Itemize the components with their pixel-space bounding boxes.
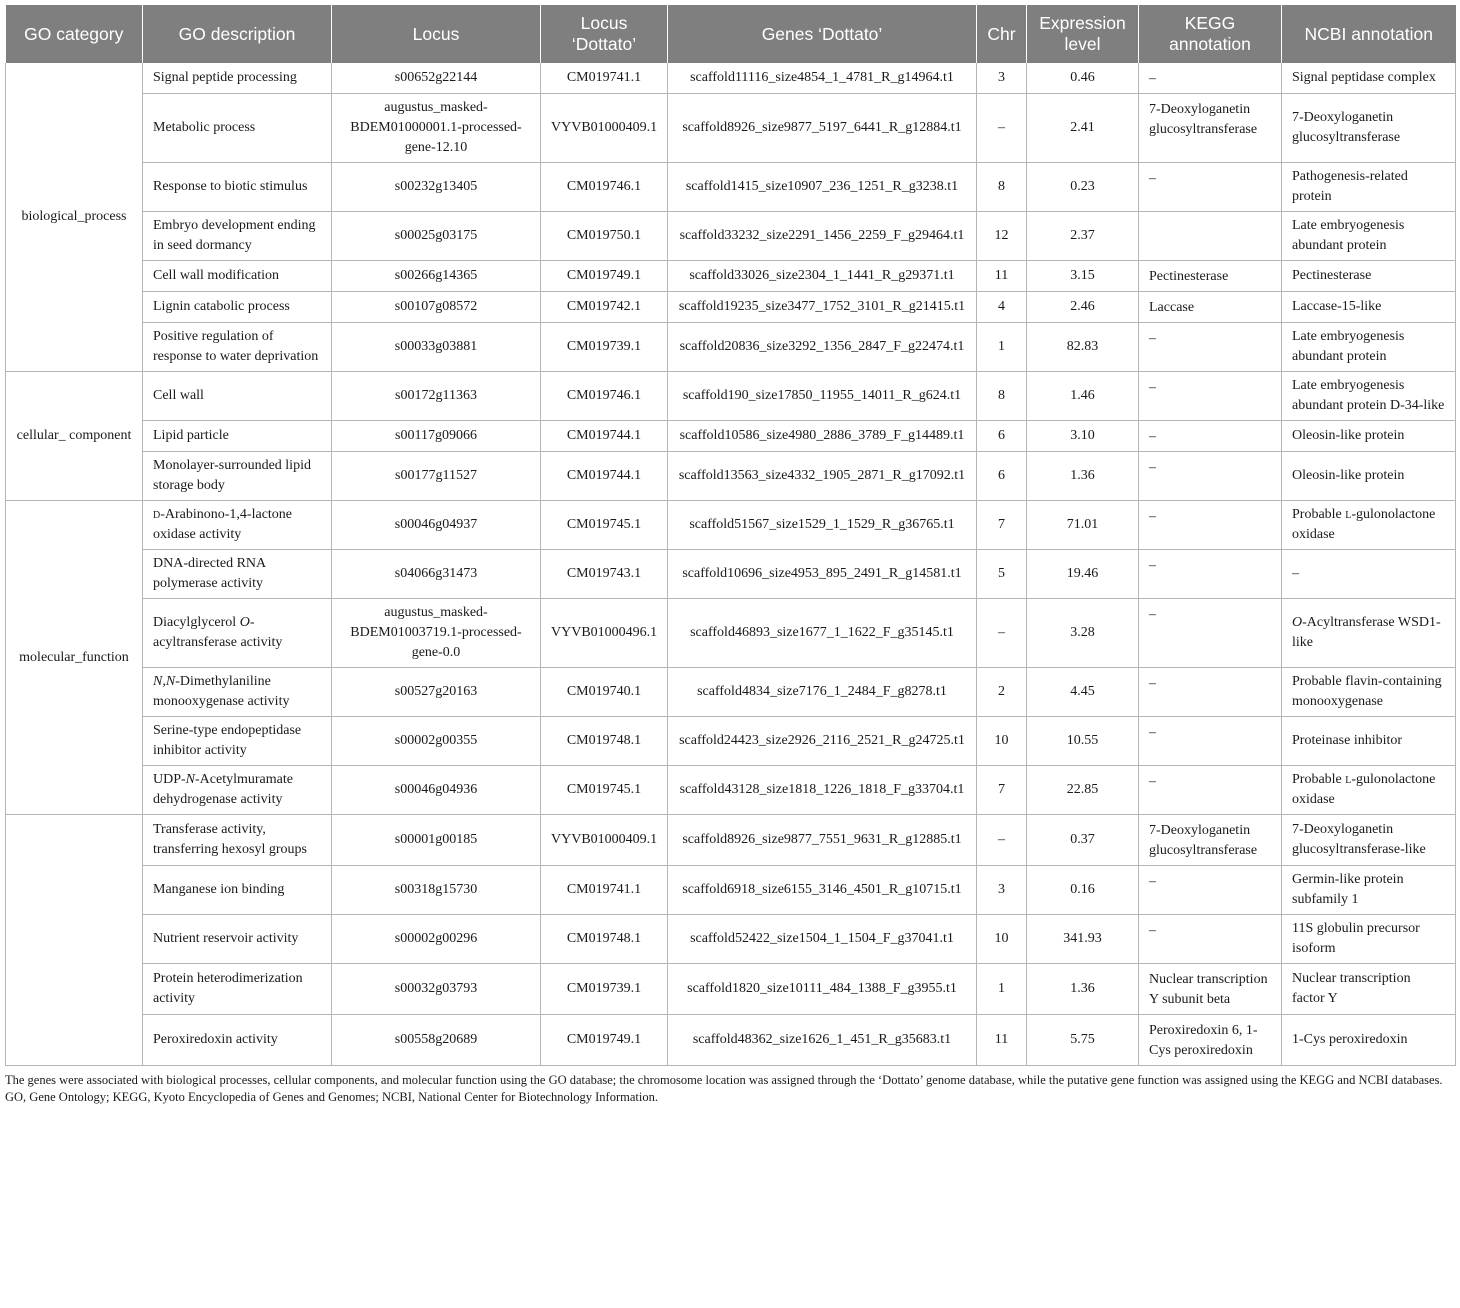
desc-suffix: -Acetylmuramate dehydrogenase activity (153, 772, 293, 807)
locus-cell: s00046g04936 (332, 766, 541, 815)
kegg-annotation-cell: – (1139, 163, 1282, 212)
gene-dottato-cell: scaffold46893_size1677_1_1622_F_g35145.t1 (668, 599, 977, 668)
column-header-1: GO description (143, 5, 332, 63)
desc-suffix: -acyltransferase activity (153, 615, 283, 650)
locus-dottato-cell: CM019739.1 (541, 323, 668, 372)
column-header-4: Genes ‘Dottato’ (668, 5, 977, 63)
gene-dottato-cell: scaffold43128_size1818_1226_1818_F_g33704.t1 (668, 766, 977, 815)
locus-cell: s00117g09066 (332, 421, 541, 452)
locus-dottato-cell: CM019741.1 (541, 63, 668, 94)
chr-cell: 6 (977, 452, 1027, 501)
ncbi-annotation-cell (1282, 766, 1456, 815)
table-row (6, 815, 1456, 866)
chr-cell: 1 (977, 964, 1027, 1015)
locus-cell: s00107g08572 (332, 292, 541, 323)
gene-dottato-cell: scaffold8926_size9877_5197_6441_R_g12884.t1 (668, 94, 977, 163)
go-description-cell: Transferase activity, transferring hexosyl groups (143, 815, 332, 866)
go-category-cell: cellular_ component (6, 372, 143, 501)
desc-suffix: -Dimethylaniline monooxygenase activity (153, 674, 290, 709)
kegg-annotation-cell: – (1139, 452, 1282, 501)
locus-dottato-cell: CM019748.1 (541, 915, 668, 964)
ncbi-annotation-cell: 7-Deoxyloganetin glucosyltransferase-like (1282, 815, 1456, 866)
locus-dottato-cell: CM019750.1 (541, 212, 668, 261)
chr-cell: 8 (977, 163, 1027, 212)
ncbi-annotation-cell: Oleosin-like protein (1282, 421, 1456, 452)
ncbi-annotation-cell: Oleosin-like protein (1282, 452, 1456, 501)
desc-prefix: Diacylglycerol (153, 615, 240, 630)
locus-dottato-cell: VYVB01000409.1 (541, 815, 668, 866)
expression-level-cell: 0.16 (1027, 866, 1139, 915)
table-row (6, 866, 1456, 915)
ncbi-smallcaps: l (1345, 772, 1352, 787)
ncbi-prefix: Probable (1292, 507, 1346, 522)
gene-dottato-cell: scaffold10696_size4953_895_2491_R_g14581.t1 (668, 550, 977, 599)
kegg-annotation-cell: – (1139, 766, 1282, 815)
ncbi-suffix: -gulonolactone oxidase (1292, 772, 1436, 807)
column-header-7: KEGG annotation (1139, 5, 1282, 63)
chr-cell: 10 (977, 915, 1027, 964)
ncbi-annotation-cell: Signal peptidase complex (1282, 63, 1456, 94)
go-description-cell: Cell wall (143, 372, 332, 421)
expression-level-cell: 5.75 (1027, 1015, 1139, 1066)
go-category-cell: molecular_function (6, 501, 143, 815)
table-row (6, 421, 1456, 452)
expression-level-cell: 2.37 (1027, 212, 1139, 261)
chr-cell: 10 (977, 717, 1027, 766)
kegg-annotation-cell: Nuclear transcription Y subunit beta (1139, 964, 1282, 1015)
expression-level-cell: 0.37 (1027, 815, 1139, 866)
locus-dottato-cell: CM019746.1 (541, 372, 668, 421)
ncbi-italic: O (1292, 615, 1303, 630)
gene-dottato-cell: scaffold33232_size2291_1456_2259_F_g29464.t1 (668, 212, 977, 261)
gene-dottato-cell: scaffold6918_size6155_3146_4501_R_g10715.t1 (668, 866, 977, 915)
expression-level-cell: 0.23 (1027, 163, 1139, 212)
go-description-cell: Positive regulation of response to water deprivation (143, 323, 332, 372)
locus-dottato-cell: CM019743.1 (541, 550, 668, 599)
chr-cell: – (977, 599, 1027, 668)
table-row (6, 550, 1456, 599)
column-header-2: Locus (332, 5, 541, 63)
locus-cell: s00172g11363 (332, 372, 541, 421)
go-description-cell: Cell wall modification (143, 261, 332, 292)
ncbi-annotation-cell: Late embryogenesis abundant protein (1282, 212, 1456, 261)
table-header (6, 5, 1456, 63)
footnote-abbreviations: GO, Gene Ontology; KEGG, Kyoto Encyclopedia of Genes and Genomes; NCBI, National Center for Biotechnology Information. (5, 1090, 658, 1104)
go-description-cell: Manganese ion binding (143, 866, 332, 915)
chr-cell: 3 (977, 63, 1027, 94)
ncbi-suffix: -Acyltransferase WSD1-like (1292, 615, 1441, 650)
locus-cell: s00318g15730 (332, 866, 541, 915)
locus-cell: s00025g03175 (332, 212, 541, 261)
gene-dottato-cell: scaffold11116_size4854_1_4781_R_g14964.t1 (668, 63, 977, 94)
table-body (6, 63, 1456, 1066)
chr-cell: 3 (977, 866, 1027, 915)
column-header-5: Chr (977, 5, 1027, 63)
table-row (6, 163, 1456, 212)
table-row (6, 63, 1456, 94)
expression-level-cell: 71.01 (1027, 501, 1139, 550)
go-annotation-table (5, 5, 1456, 1066)
expression-level-cell: 22.85 (1027, 766, 1139, 815)
kegg-annotation-cell: – (1139, 323, 1282, 372)
locus-cell: s00032g03793 (332, 964, 541, 1015)
chr-cell: – (977, 815, 1027, 866)
kegg-annotation-cell: 7-Deoxyloganetin glucosyltransferase (1139, 815, 1282, 866)
ncbi-annotation-cell: Late embryogenesis abundant protein (1282, 323, 1456, 372)
go-description-cell: Nutrient reservoir activity (143, 915, 332, 964)
expression-level-cell: 1.46 (1027, 372, 1139, 421)
gene-dottato-cell: scaffold52422_size1504_1_1504_F_g37041.t1 (668, 915, 977, 964)
go-description-cell: Lipid particle (143, 421, 332, 452)
locus-cell: s00002g00296 (332, 915, 541, 964)
kegg-annotation-cell: Pectinesterase (1139, 261, 1282, 292)
locus-cell: s00652g22144 (332, 63, 541, 94)
gene-dottato-cell: scaffold8926_size9877_7551_9631_R_g12885.t1 (668, 815, 977, 866)
gene-dottato-cell: scaffold190_size17850_11955_14011_R_g624.t1 (668, 372, 977, 421)
kegg-annotation-cell: 7-Deoxyloganetin glucosyltransferase (1139, 94, 1282, 163)
ncbi-annotation-cell: 7-Deoxyloganetin glucosyltransferase (1282, 94, 1456, 163)
ncbi-annotation-cell (1282, 501, 1456, 550)
go-description-cell: Embryo development ending in seed dormancy (143, 212, 332, 261)
locus-cell: s00046g04937 (332, 501, 541, 550)
expression-level-cell: 0.46 (1027, 63, 1139, 94)
chr-cell: 11 (977, 1015, 1027, 1066)
go-description-cell (143, 668, 332, 717)
desc-prefix: UDP- (153, 772, 186, 787)
go-description-cell: Metabolic process (143, 94, 332, 163)
locus-dottato-cell: CM019748.1 (541, 717, 668, 766)
gene-dottato-cell: scaffold1820_size10111_484_1388_F_g3955.t1 (668, 964, 977, 1015)
locus-dottato-cell: CM019746.1 (541, 163, 668, 212)
kegg-annotation-cell: – (1139, 668, 1282, 717)
table-row (6, 1015, 1456, 1066)
gene-dottato-cell: scaffold24423_size2926_2116_2521_R_g24725.t1 (668, 717, 977, 766)
ncbi-annotation-cell: 1-Cys peroxiredoxin (1282, 1015, 1456, 1066)
locus-cell: s04066g31473 (332, 550, 541, 599)
ncbi-annotation-cell (1282, 599, 1456, 668)
chr-cell: 11 (977, 261, 1027, 292)
go-category-cell: biological_process (6, 63, 143, 372)
table-row (6, 452, 1456, 501)
footnotes (5, 1072, 1455, 1106)
gene-dottato-cell: scaffold20836_size3292_1356_2847_F_g22474.t1 (668, 323, 977, 372)
expression-level-cell: 1.36 (1027, 964, 1139, 1015)
ncbi-annotation-cell: Nuclear transcription factor Y (1282, 964, 1456, 1015)
desc-italic: N (185, 772, 196, 787)
locus-cell: augustus_masked-BDEM01000001.1-processed-gene-12.10 (332, 94, 541, 163)
desc-suffix: -Arabinono-1,4-lactone oxidase activity (153, 507, 293, 542)
gene-dottato-cell: scaffold10586_size4980_2886_3789_F_g14489.t1 (668, 421, 977, 452)
gene-dottato-cell: scaffold13563_size4332_1905_2871_R_g17092.t1 (668, 452, 977, 501)
go-description-cell: DNA-directed RNA polymerase activity (143, 550, 332, 599)
locus-cell: augustus_masked-BDEM01003719.1-processed-gene-0.0 (332, 599, 541, 668)
ncbi-smallcaps: l (1345, 507, 1352, 522)
table-row (6, 766, 1456, 815)
go-description-cell: Response to biotic stimulus (143, 163, 332, 212)
locus-dottato-cell: VYVB01000496.1 (541, 599, 668, 668)
chr-cell: 7 (977, 766, 1027, 815)
table-row (6, 668, 1456, 717)
expression-level-cell: 10.55 (1027, 717, 1139, 766)
go-description-cell: Peroxiredoxin activity (143, 1015, 332, 1066)
kegg-annotation-cell: Laccase (1139, 292, 1282, 323)
locus-dottato-cell: CM019742.1 (541, 292, 668, 323)
locus-cell: s00033g03881 (332, 323, 541, 372)
go-category-cell (6, 815, 143, 1066)
kegg-annotation-cell: – (1139, 63, 1282, 94)
go-description-cell: Monolayer-surrounded lipid storage body (143, 452, 332, 501)
locus-cell: s00558g20689 (332, 1015, 541, 1066)
column-header-0: GO category (6, 5, 143, 63)
table-row (6, 717, 1456, 766)
ncbi-annotation-cell: – (1282, 550, 1456, 599)
ncbi-annotation-cell: 11S globulin precursor isoform (1282, 915, 1456, 964)
locus-dottato-cell: VYVB01000409.1 (541, 94, 668, 163)
chr-cell: 5 (977, 550, 1027, 599)
go-description-cell (143, 766, 332, 815)
header-row (6, 5, 1456, 63)
expression-level-cell: 19.46 (1027, 550, 1139, 599)
gene-dottato-cell: scaffold19235_size3477_1752_3101_R_g21415.t1 (668, 292, 977, 323)
column-header-3: Locus ‘Dottato’ (541, 5, 668, 63)
locus-dottato-cell: CM019745.1 (541, 501, 668, 550)
chr-cell: 12 (977, 212, 1027, 261)
locus-dottato-cell: CM019745.1 (541, 766, 668, 815)
desc-smallcaps: d (153, 507, 161, 522)
ncbi-annotation-cell: Proteinase inhibitor (1282, 717, 1456, 766)
locus-cell: s00002g00355 (332, 717, 541, 766)
expression-level-cell: 3.15 (1027, 261, 1139, 292)
table-row (6, 323, 1456, 372)
locus-dottato-cell: CM019739.1 (541, 964, 668, 1015)
ncbi-prefix: Probable (1292, 772, 1346, 787)
locus-cell: s00527g20163 (332, 668, 541, 717)
chr-cell: 8 (977, 372, 1027, 421)
expression-level-cell: 1.36 (1027, 452, 1139, 501)
ncbi-annotation-cell: Probable flavin-containing monooxygenase (1282, 668, 1456, 717)
go-description-cell (143, 599, 332, 668)
locus-dottato-cell: CM019740.1 (541, 668, 668, 717)
go-description-cell: Lignin catabolic process (143, 292, 332, 323)
gene-dottato-cell: scaffold4834_size7176_1_2484_F_g8278.t1 (668, 668, 977, 717)
chr-cell: – (977, 94, 1027, 163)
table-row (6, 212, 1456, 261)
expression-level-cell: 82.83 (1027, 323, 1139, 372)
expression-level-cell: 341.93 (1027, 915, 1139, 964)
locus-cell: s00001g00185 (332, 815, 541, 866)
expression-level-cell: 2.46 (1027, 292, 1139, 323)
table-row (6, 372, 1456, 421)
go-description-cell: Protein heterodimerization activity (143, 964, 332, 1015)
go-description-cell: Serine-type endopeptidase inhibitor activity (143, 717, 332, 766)
ncbi-suffix: -gulonolactone oxidase (1292, 507, 1436, 542)
locus-dottato-cell: CM019749.1 (541, 261, 668, 292)
footnote-methods: The genes were associated with biological processes, cellular components, and molecular function using the GO database; the chromosome location was assigned through the ‘Dottato’ genome database, while the putative gene function was assigned using the KEGG and NCBI databases. (5, 1073, 1443, 1087)
kegg-annotation-cell: – (1139, 866, 1282, 915)
expression-level-cell: 3.28 (1027, 599, 1139, 668)
gene-dottato-cell: scaffold33026_size2304_1_1441_R_g29371.t1 (668, 261, 977, 292)
go-description-cell (143, 501, 332, 550)
ncbi-annotation-cell: Laccase-15-like (1282, 292, 1456, 323)
ncbi-annotation-cell: Late embryogenesis abundant protein D-34-like (1282, 372, 1456, 421)
kegg-annotation-cell: – (1139, 915, 1282, 964)
expression-level-cell: 4.45 (1027, 668, 1139, 717)
kegg-annotation-cell: Peroxiredoxin 6, 1-Cys peroxiredoxin (1139, 1015, 1282, 1066)
ncbi-annotation-cell: Germin-like protein subfamily 1 (1282, 866, 1456, 915)
locus-dottato-cell: CM019744.1 (541, 452, 668, 501)
table-row (6, 501, 1456, 550)
chr-cell: 4 (977, 292, 1027, 323)
kegg-annotation-cell: – (1139, 717, 1282, 766)
kegg-annotation-cell: – (1139, 421, 1282, 452)
expression-level-cell: 3.10 (1027, 421, 1139, 452)
ncbi-annotation-cell: Pectinesterase (1282, 261, 1456, 292)
locus-dottato-cell: CM019741.1 (541, 866, 668, 915)
gene-dottato-cell: scaffold48362_size1626_1_451_R_g35683.t1 (668, 1015, 977, 1066)
table-container (5, 5, 1455, 1106)
table-row (6, 292, 1456, 323)
locus-dottato-cell: CM019744.1 (541, 421, 668, 452)
ncbi-annotation-cell: Pathogenesis-related protein (1282, 163, 1456, 212)
table-row (6, 94, 1456, 163)
kegg-annotation-cell: – (1139, 501, 1282, 550)
locus-cell: s00177g11527 (332, 452, 541, 501)
table-row (6, 964, 1456, 1015)
column-header-6: Expression level (1027, 5, 1139, 63)
locus-dottato-cell: CM019749.1 (541, 1015, 668, 1066)
chr-cell: 7 (977, 501, 1027, 550)
chr-cell: 1 (977, 323, 1027, 372)
go-description-cell: Signal peptide processing (143, 63, 332, 94)
locus-cell: s00232g13405 (332, 163, 541, 212)
kegg-annotation-cell: – (1139, 599, 1282, 668)
table-row (6, 261, 1456, 292)
chr-cell: 6 (977, 421, 1027, 452)
kegg-annotation-cell (1139, 212, 1282, 261)
desc-italic: N,N (153, 674, 176, 689)
expression-level-cell: 2.41 (1027, 94, 1139, 163)
column-header-8: NCBI annotation (1282, 5, 1456, 63)
chr-cell: 2 (977, 668, 1027, 717)
desc-italic: O (239, 615, 250, 630)
gene-dottato-cell: scaffold1415_size10907_236_1251_R_g3238.t1 (668, 163, 977, 212)
locus-cell: s00266g14365 (332, 261, 541, 292)
table-row (6, 599, 1456, 668)
gene-dottato-cell: scaffold51567_size1529_1_1529_R_g36765.t1 (668, 501, 977, 550)
kegg-annotation-cell: – (1139, 372, 1282, 421)
kegg-annotation-cell: – (1139, 550, 1282, 599)
table-row (6, 915, 1456, 964)
